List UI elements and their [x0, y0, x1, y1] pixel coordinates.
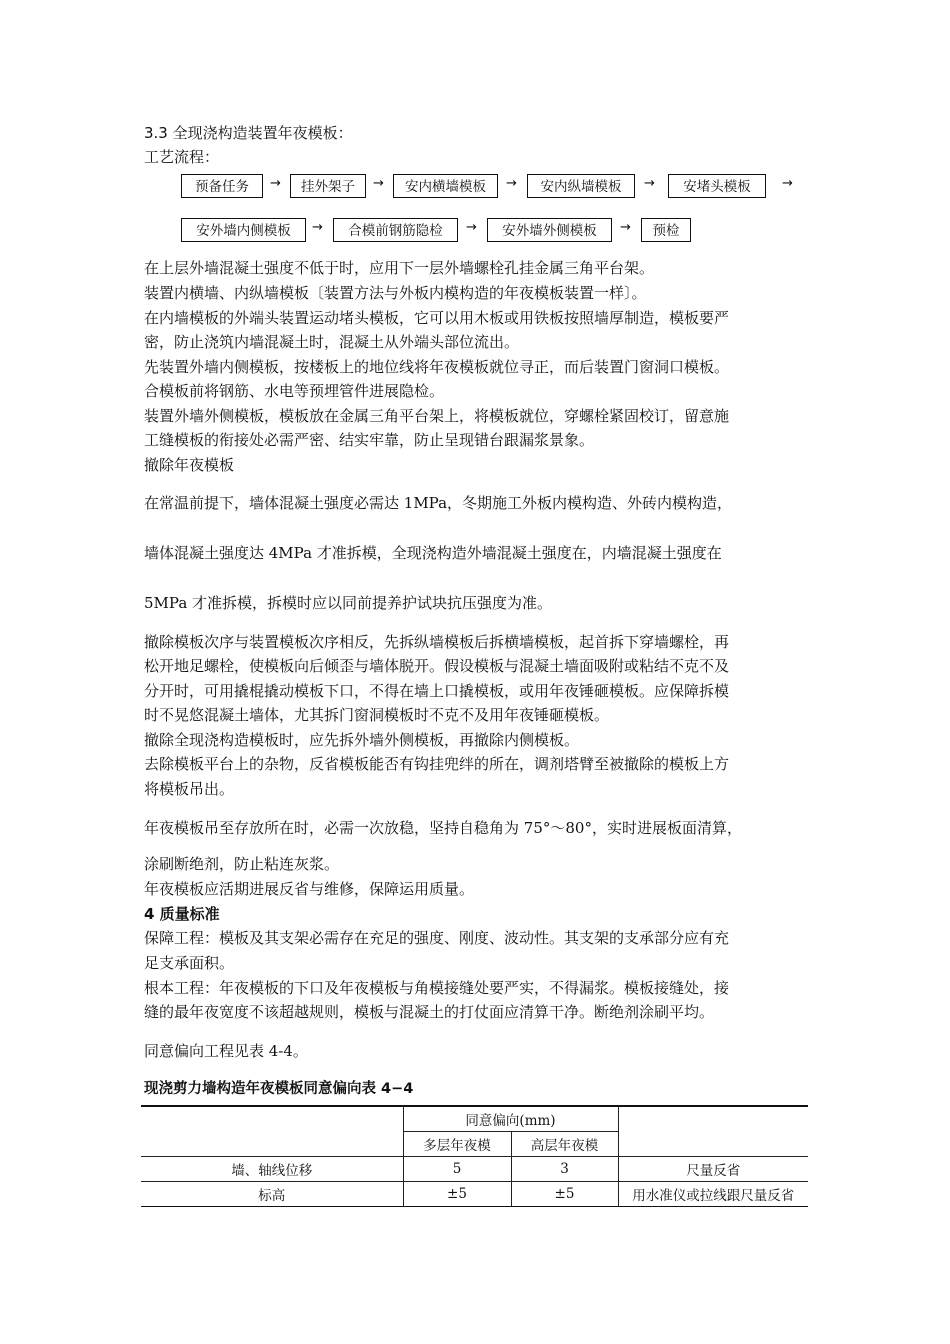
flow-step-9: 预检: [641, 218, 691, 242]
table-cell-multi: 5: [403, 1157, 511, 1182]
flow-arrow-icon: →: [782, 176, 793, 191]
paragraph: 年夜模板吊至存放所在时，必需一次放稳，坚持自稳角为 75°～80°，实时进展板面清算，: [144, 819, 742, 837]
flow-arrow-icon: →: [506, 176, 517, 191]
table-cell-item: 标高: [141, 1182, 403, 1207]
flow-arrow-icon: →: [620, 220, 631, 235]
paragraph: 去除模板平台上的杂物，反省模板能否有钩挂兜绊的所在，调剂塔臂至被撤除的模板上方: [144, 755, 730, 773]
flow-step-4: 安内纵墙模板: [527, 174, 635, 198]
paragraph: 时不晃悠混凝土墙体，尤其拆门窗洞模板时不克不及用年夜锤砸模板。: [144, 706, 610, 724]
paragraph: 装置外墙外侧模板，模板放在金属三角平台架上，将模板就位，穿螺栓紧固校订，留意施: [144, 407, 730, 425]
table-caption: 现浇剪力墙构造年夜模板同意偏向表 4−4: [144, 1081, 414, 1097]
paragraph: 撤除全现浇构造模板时，应先拆外墙外侧模板，再撤除内侧模板。: [144, 731, 580, 749]
flow-step-2: 挂外架子: [290, 174, 366, 198]
flow-step-3: 安内横墙模板: [393, 174, 498, 198]
flow-step-7: 合模前钢筋隐检: [333, 218, 458, 242]
paragraph: 将模板吊出。: [144, 780, 235, 798]
flow-arrow-icon: →: [644, 176, 655, 191]
section-heading-4: 4 质量标准: [144, 905, 220, 923]
paragraph: 墙体混凝土强度达 4MPa 才准拆模，全现浇构造外墙混凝土强度在，内墙混凝土强度在: [144, 544, 722, 562]
table-cell-high: ±5: [511, 1182, 618, 1207]
paragraph: 在内墙模板的外端头装置运动堵头模板，它可以用木板或用铁板按照墙厚制造，模板要严: [144, 309, 730, 327]
table-header-group: 同意偏向(mm): [403, 1106, 618, 1132]
paragraph: 保障工程：模板及其支架必需存在充足的强度、刚度、波动性。其支架的支承部分应有充: [144, 929, 730, 947]
table-cell-method: 用水准仪或拉线跟尺量反省: [618, 1182, 808, 1207]
table-cell-item: 墙、轴线位移: [141, 1157, 403, 1182]
section-heading-3-3: 3.3 全现浇构造装置年夜模板：: [144, 124, 353, 142]
table-header-row: [141, 1106, 808, 1132]
paragraph: 撤除模板次序与装置模板次序相反，先拆纵墙模板后拆横墙模板，起首拆下穿墙螺栓，再: [144, 633, 730, 651]
flow-step-8: 安外墙外侧模板: [487, 218, 612, 242]
paragraph: 装置内横墙、内纵墙模板〔装置方法与外板内模构造的年夜模板装置一样〕。: [144, 284, 647, 302]
flow-arrow-icon: →: [466, 220, 477, 235]
paragraph: 足支承面积。: [144, 954, 235, 972]
flow-arrow-icon: →: [270, 176, 281, 191]
table-cell-multi: ±5: [403, 1182, 511, 1207]
table-header-method: [618, 1106, 808, 1157]
paragraph: 密，防止浇筑内墙混凝土时，混凝土从外端头部位流出。: [144, 333, 520, 351]
paragraph: 松开地足螺栓，使模板向后倾歪与墙体脱开。假设模板与混凝土墙面吸附或粘结不克不及: [144, 657, 730, 675]
flow-arrow-icon: →: [373, 176, 384, 191]
paragraph: 在上层外墙混凝土强度不低于时，应用下一层外墙螺栓孔挂金属三角平台架。: [144, 259, 655, 277]
paragraph-heading: 撤除年夜模板: [144, 456, 235, 474]
table-row: [141, 1157, 808, 1182]
paragraph: 5MPa 才准拆模，拆模时应以同前提养护试块抗压强度为准。: [144, 594, 553, 612]
deviation-table: [141, 1105, 808, 1207]
paragraph: 工缝模板的衔接处必需严密、结实牢靠，防止呈现错台跟漏浆景象。: [144, 431, 595, 449]
flow-step-5: 安堵头模板: [668, 174, 766, 198]
table-cell-method: 尺量反省: [618, 1157, 808, 1182]
table-header-item: [141, 1106, 403, 1157]
paragraph: 根本工程：年夜模板的下口及年夜模板与角模接缝处要严实，不得漏浆。模板接缝处，接: [144, 979, 730, 997]
paragraph: 年夜模板应活期进展反省与维修，保障运用质量。: [144, 880, 475, 898]
paragraph: 分开时，可用撬棍撬动模板下口，不得在墙上口撬模板，或用年夜锤砸模板。应保障拆模: [144, 682, 730, 700]
paragraph: 缝的最年夜宽度不该超越规则，模板与混凝土的打仗面应清算干净。断绝剂涂刷平均。: [144, 1003, 715, 1021]
paragraph: 同意偏向工程见表 4-4。: [144, 1042, 308, 1060]
flow-step-1: 预备任务: [181, 174, 263, 198]
paragraph: 先装置外墙内侧模板，按楼板上的地位线将年夜模板就位寻正，而后装置门窗洞口模板。: [144, 358, 730, 376]
paragraph: 合模板前将钢筋、水电等预埋管件进展隐检。: [144, 382, 445, 400]
flow-step-6: 安外墙内侧模板: [181, 218, 306, 242]
paragraph: 涂刷断绝剂，防止粘连灰浆。: [144, 855, 340, 873]
paragraph: 在常温前提下，墙体混凝土强度必需达 1MPa，冬期施工外板内模构造、外砖内模构造，: [144, 494, 733, 512]
table-subheader-high: 高层年夜模: [511, 1132, 618, 1157]
process-label: 工艺流程：: [144, 148, 220, 166]
flow-arrow-icon: →: [312, 220, 323, 235]
table-cell-high: 3: [511, 1157, 618, 1182]
table-subheader-multi: 多层年夜模: [403, 1132, 511, 1157]
table-row: [141, 1182, 808, 1207]
